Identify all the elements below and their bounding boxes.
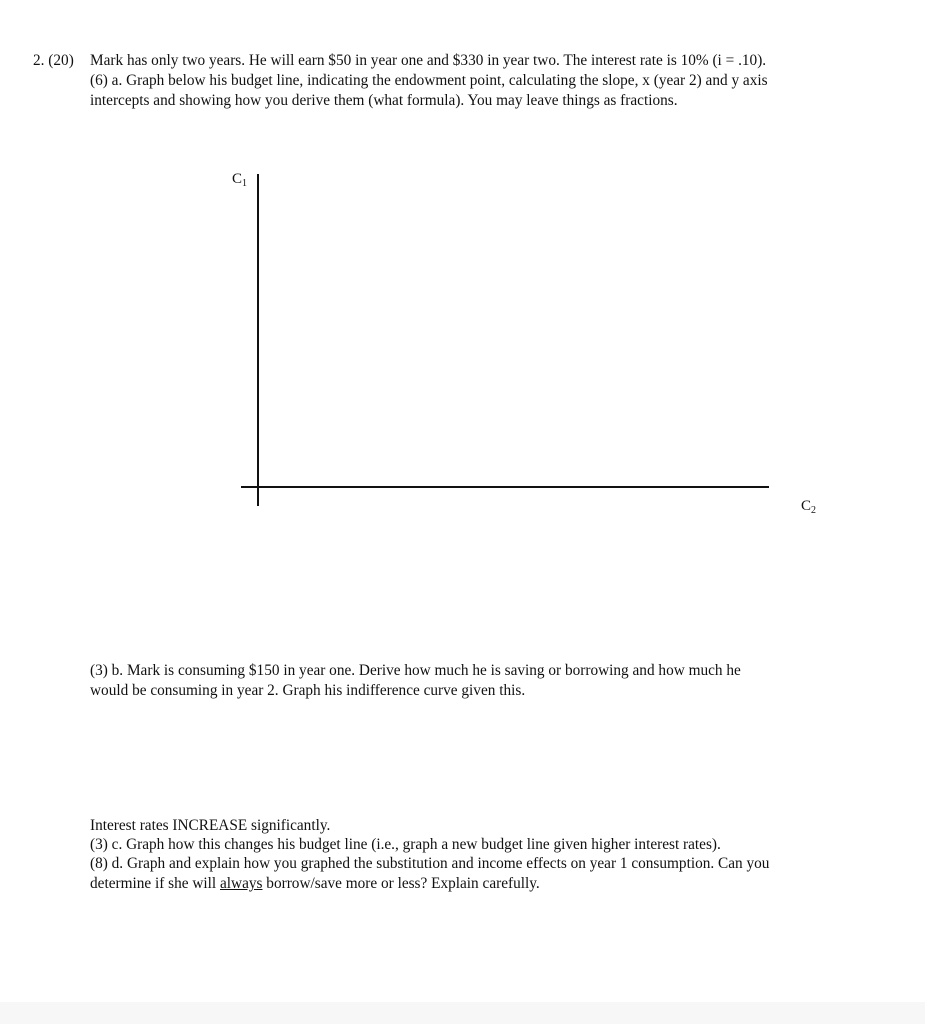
x-axis-label: $C_2$: [801, 498, 817, 516]
question-intro: Mark has only two years. He will earn $50 in year one and $330 in year two. The interest rate is 10% (i = .10).: [90, 52, 767, 69]
page-bottom-band: [0, 1002, 925, 1024]
part-d-line-1: (8) d. Graph and explain how you graphed the substitution and income effects on year 1 consumption. Can you: [90, 855, 770, 872]
part-c: (3) c. Graph how this changes his budget line (i.e., graph a new budget line given higher interest rates).: [90, 836, 721, 853]
y-axis: [257, 174, 259, 506]
part-a-line-2: intercepts and showing how you derive them (what formula). You may leave things as fractions.: [90, 92, 678, 109]
x-axis: [241, 486, 769, 488]
part-b-line-2: would be consuming in year 2. Graph his indifference curve given this.: [90, 682, 526, 699]
part-c-intro: Interest rates INCREASE significantly.: [90, 817, 331, 834]
part-d-line-2: determine if she will always borrow/save more or less? Explain carefully.: [90, 875, 540, 892]
question-number: 2. (20): [33, 52, 74, 69]
emphasis-always: always: [220, 875, 263, 892]
part-b-line-1: (3) b. Mark is consuming $150 in year one. Derive how much he is saving or borrowing and how much he: [90, 662, 741, 679]
y-axis-label: $C_1$: [232, 171, 248, 189]
part-a-line-1: (6) a. Graph below his budget line, indicating the endowment point, calculating the slope, x (year 2) and y axis: [90, 72, 768, 89]
